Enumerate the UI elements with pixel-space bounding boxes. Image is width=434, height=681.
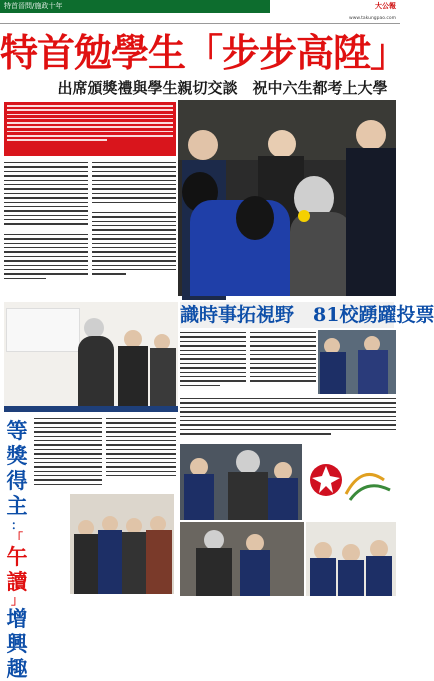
vertical-char: 等 (6, 418, 28, 443)
award-column-2 (106, 418, 176, 479)
students-photo-bottom (306, 522, 396, 596)
vertical-char: 獎 (6, 443, 28, 468)
date-bar (0, 14, 400, 24)
intro-paragraph-box (4, 102, 176, 156)
hksar-emblem-logo (304, 444, 396, 520)
vertical-char: 主 (6, 493, 28, 518)
website-url: www.takungpao.com (349, 16, 396, 21)
masthead-bar (0, 0, 400, 13)
bauhinia-logo-icon (304, 444, 396, 520)
vertical-char: 趣 (6, 656, 28, 681)
section-label: 特首晉問/施政十年 (0, 0, 110, 13)
publication-name: 大公報 (375, 2, 396, 10)
masthead-green-band (110, 0, 270, 13)
article-column-2 (92, 162, 176, 278)
students-photo-right (318, 330, 396, 394)
sub-headline: 出席頒獎禮與學生親切交談 祝中六生都考上大學 (57, 79, 388, 97)
vertical-title (4, 418, 30, 681)
ceremony-photo-3 (180, 522, 304, 596)
masthead-right (270, 0, 400, 13)
feature-column-1 (180, 332, 246, 389)
intro-text-lines (7, 105, 173, 144)
feature-column-2 (250, 332, 316, 385)
main-headline: 特首勉學生「步步高陞」 (0, 30, 408, 75)
calligraphy-photo (4, 302, 178, 412)
award-winners-photo (70, 494, 174, 594)
feature-headline: 識時事拓視野 81校踴躍投票 (180, 304, 434, 326)
vertical-char: 興 (6, 631, 28, 656)
vertical-char: 增 (6, 606, 28, 631)
vertical-char: 讀 (6, 569, 28, 594)
vertical-char: 「 (10, 531, 23, 545)
article-column-1 (4, 162, 88, 282)
feature-column-lower (180, 398, 396, 438)
vertical-char: 午 (6, 544, 28, 569)
main-photo-ceremony (178, 100, 396, 296)
award-column-1 (34, 418, 102, 488)
ceremony-photo-2 (180, 444, 302, 520)
vertical-char: 得 (6, 468, 28, 493)
vertical-char: ： (10, 518, 23, 532)
photo-caption-strip (4, 406, 178, 412)
vertical-char: 」 (10, 593, 23, 607)
